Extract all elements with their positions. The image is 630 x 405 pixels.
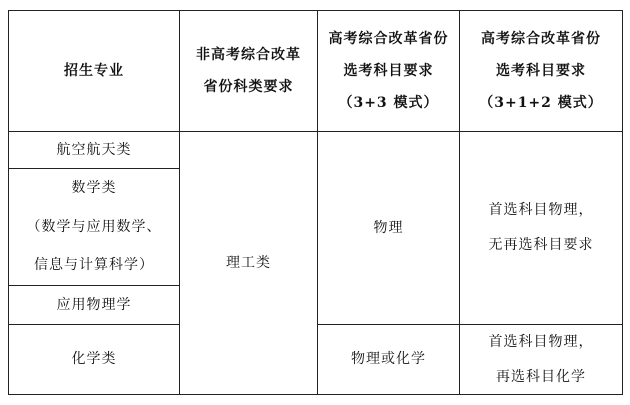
header-mode-3-1-2: 高考综合改革省份 选考科目要求 （3+1+2 模式）	[460, 11, 623, 132]
header-major: 招生专业	[9, 11, 180, 132]
header-non-reform: 非高考综合改革 省份科类要求	[180, 11, 318, 132]
non-reform-requirement: 理工类	[180, 132, 318, 395]
mode-3-3-physics-or-chemistry: 物理或化学	[318, 325, 460, 395]
major-math: 数学类 （数学与应用数学、 信息与计算科学）	[9, 169, 180, 286]
mode-3-1-2-chemistry: 首选科目物理， 再选科目化学	[460, 325, 623, 395]
major-applied-physics: 应用物理学	[9, 286, 180, 325]
mode-3-3-physics: 物理	[318, 132, 460, 325]
major-chemistry: 化学类	[9, 325, 180, 395]
major-aerospace: 航空航天类	[9, 132, 180, 169]
table-row	[9, 132, 623, 169]
subject-requirements-table	[8, 10, 623, 395]
mode-3-1-2-physics: 首选科目物理， 无再选科目要求	[460, 132, 623, 325]
header-row	[9, 11, 623, 132]
header-mode-3-3: 高考综合改革省份 选考科目要求 （3+3 模式）	[318, 11, 460, 132]
